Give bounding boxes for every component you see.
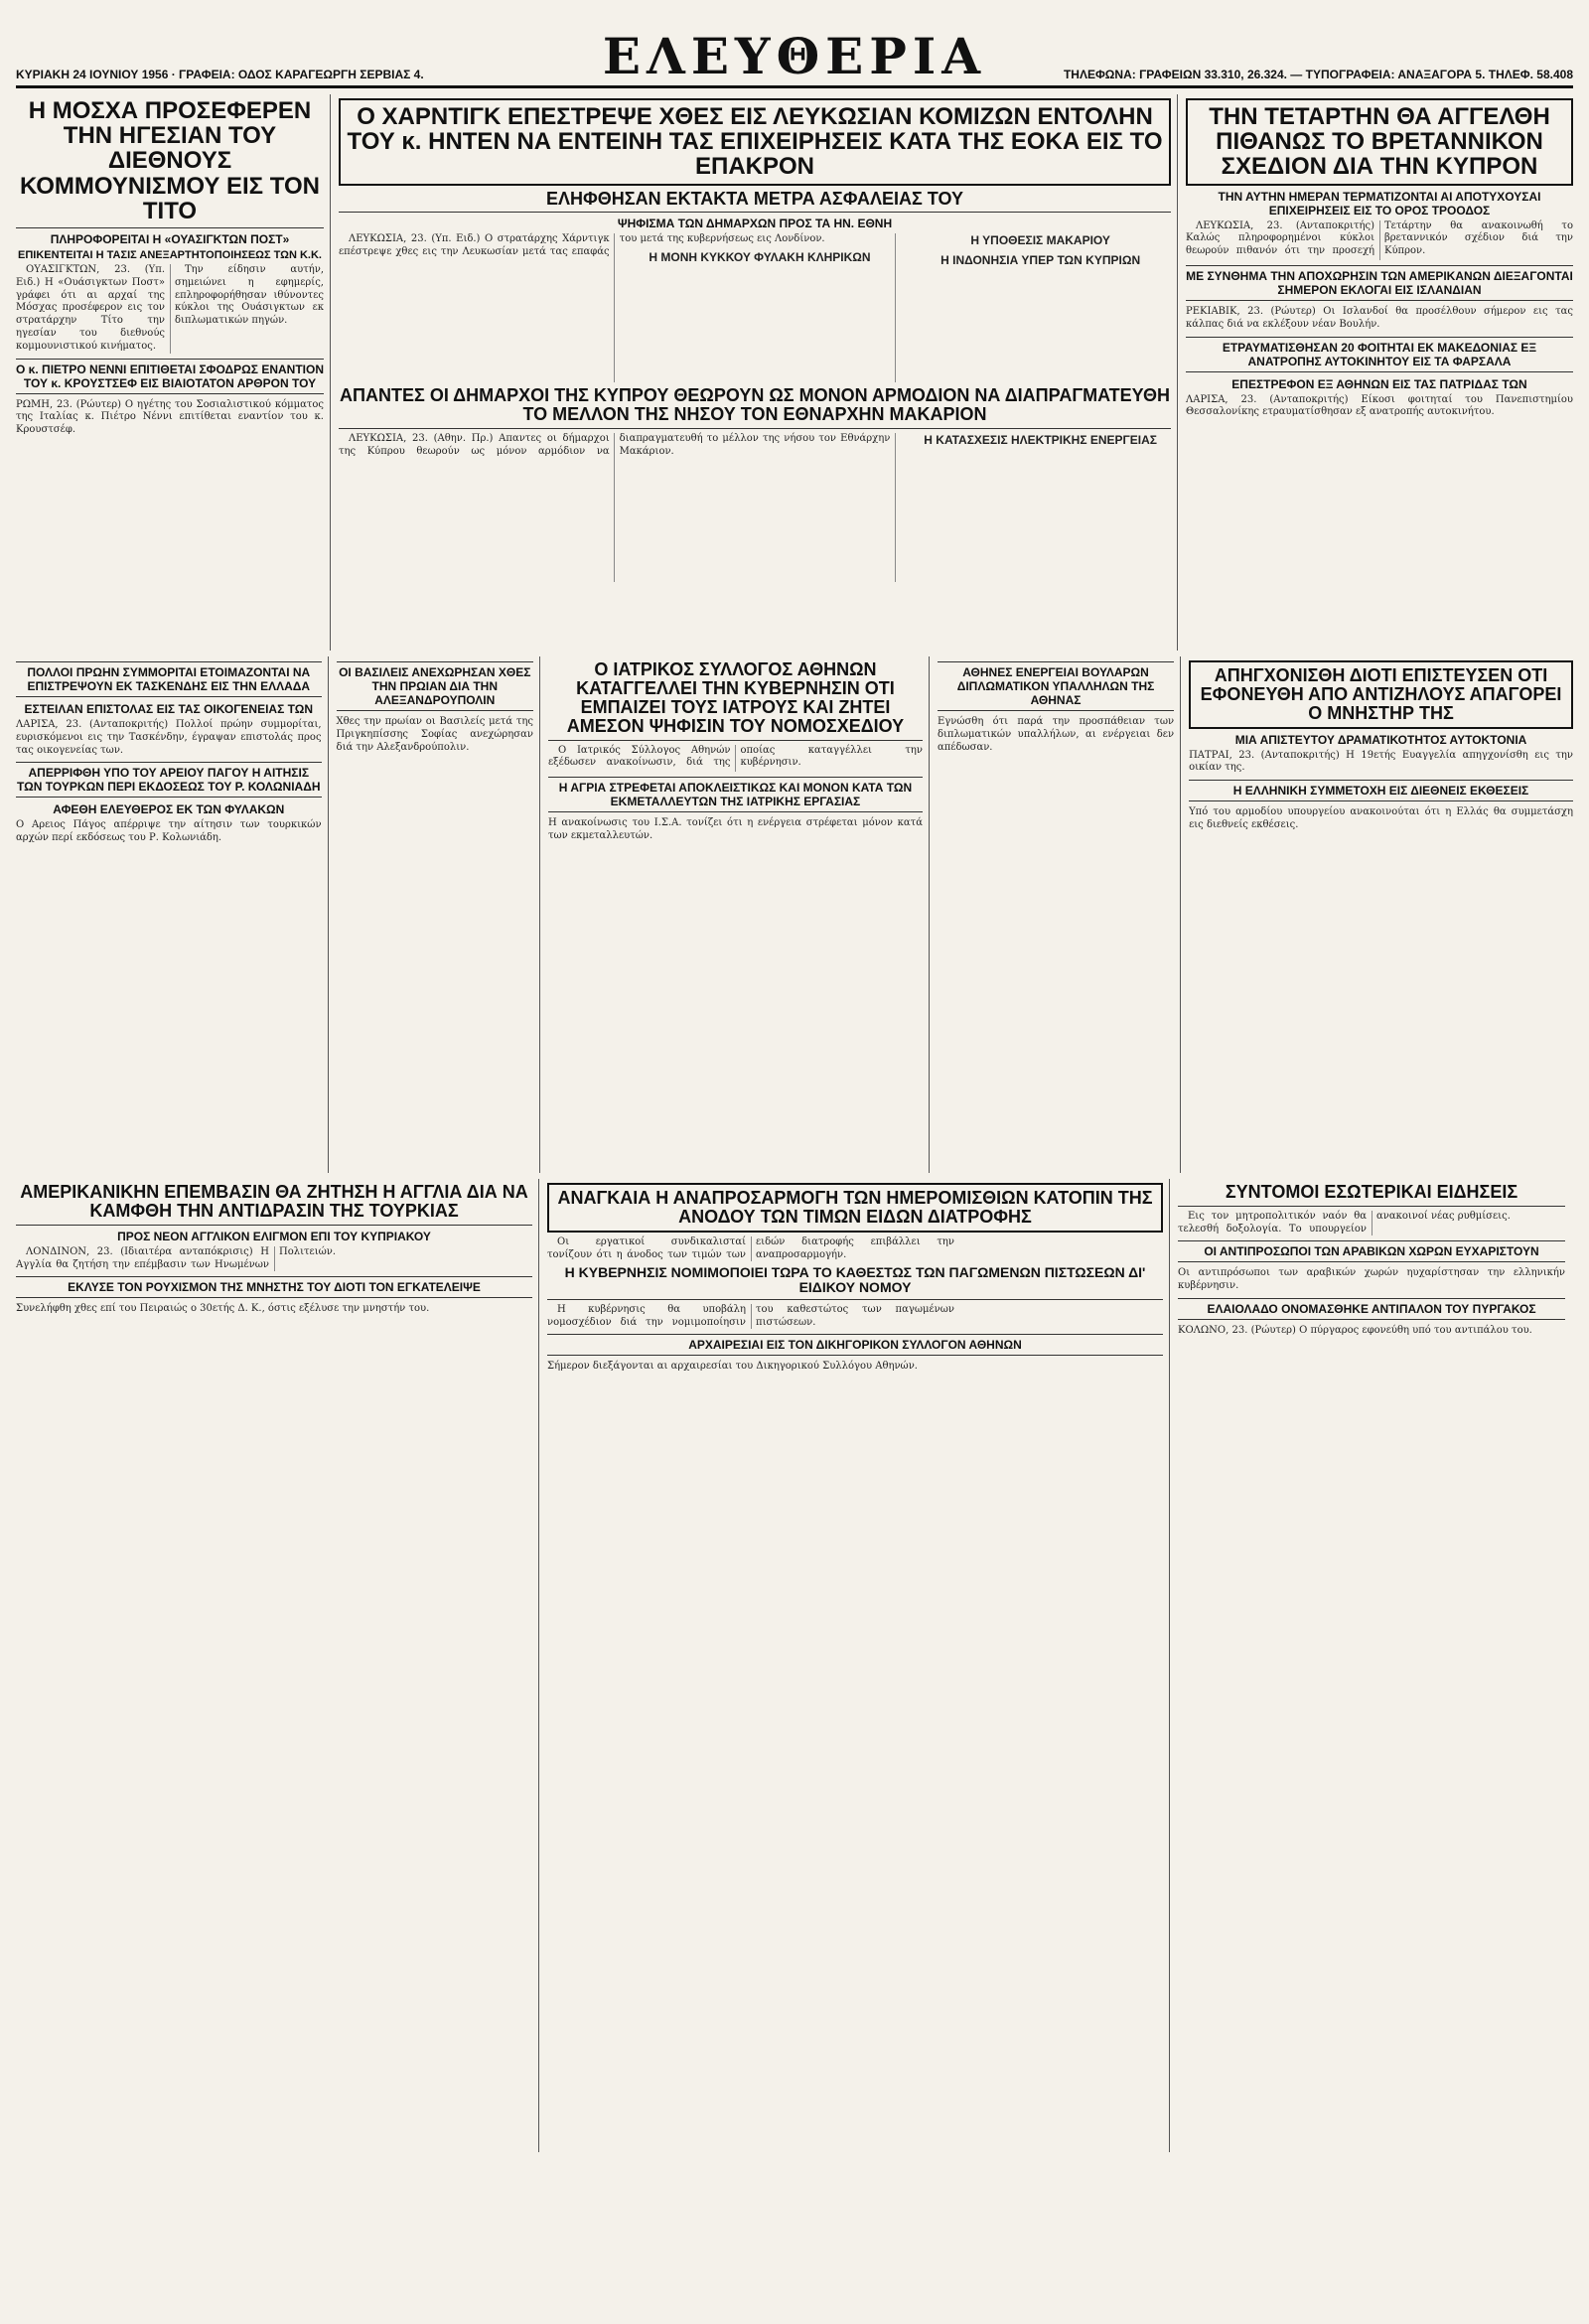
middle-left <box>16 656 329 1173</box>
top-left-article <box>16 94 331 651</box>
america-headline: ΑΜΕΡΙΚΑΝΙΚΗΝ ΕΠΕΜΒΑΣΙΝ ΘΑ ΖΗΤΗΣΗ Η ΑΓΓΛΙΑ ΔΙΑ ΝΑ ΚΑΜΦΘΗ ΤΗΝ ΑΝΤΙΔΡΑΣΙΝ ΤΗΣ ΤΟΥΡΚΙΑΣ <box>16 1183 532 1226</box>
top-left-headline: Η ΜΟΣΧΑ ΠΡΟΣΕΦΕΡΕΝ ΤΗΝ ΗΓΕΣΙΑΝ ΤΟΥ ΔΙΕΘΝΟΥΣ ΚΟΜΜΟΥΝΙΣΜΟΥ ΕΙΣ ΤΟΝ ΤΙΤΟ <box>16 98 324 228</box>
paragraph: ΛΟΝΔΙΝΟΝ, 23. (Ιδιαιτέρα ανταπόκρισις) Η Αγγλία θα ζητήση την επέμβασιν των Ηνωμένων Πολιτειών. <box>16 1245 337 1270</box>
top-right-subhead: ΤΗΝ ΑΥΤΗΝ ΗΜΕΡΑΝ ΤΕΡΜΑΤΙΖΟΝΤΑΙ ΑΙ ΑΠΟΤΥΧΟΥΣΑΙ ΕΠΙΧΕΙΡΗΣΕΙΣ ΕΙΣ ΤΟ ΟΡΟΣ ΤΡΟΟΔΟΣ <box>1218 189 1541 218</box>
masthead <box>16 12 1573 88</box>
daily-headline: ΑΝΑΓΚΑΙΑ Η ΑΝΑΠΡΟΣΑΡΜΟΓΗ ΤΩΝ ΗΜΕΡΟΜΙΣΘΙΩΝ ΚΑΤΟΠΙΝ ΤΗΣ ΑΝΟΔΟΥ ΤΩΝ ΤΙΜΩΝ ΕΙΔΩΝ ΔΙΑΤΡΟΦΗΣ <box>547 1183 1163 1233</box>
iceland-headline: ΜΕ ΣΥΝΘΗΜΑ ΤΗΝ ΑΠΟΧΩΡΗΣΙΝ ΤΩΝ ΑΜΕΡΙΚΑΝΩΝ ΔΙΕΞΑΓΟΝΤΑΙ ΣΗΜΕΡΟΝ ΕΚΛΟΓΑΙ ΕΙΣ ΙΣΛΑΝΔΙΑΝ <box>1186 265 1573 301</box>
dinner-headline: ΑΘΗΝΕΣ ΕΝΕΡΓΕΙΑΙ ΒΟΥΛΑΡΩΝ ΔΙΠΛΩΜΑΤΙΚΟΝ ΥΠΑΛΛΗΛΩΝ ΤΗΣ ΑΘΗΝΑΣ <box>938 661 1174 711</box>
top-left-source: ΠΛΗΡΟΦΟΡΕΙΤΑΙ Η «ΟΥΑΣΙΓΚΤΩΝ ΠΟΣΤ» <box>50 231 290 246</box>
bottom-center <box>547 1179 1170 2152</box>
makarios-subhead: Η ΥΠΟΘΕΣΙΣ ΜΑΚΑΡΙΟΥ <box>970 233 1110 248</box>
paragraph: Η κυβέρνησις θα υποβάλη νομοσχέδιον διά την νομιμοποίησιν του καθεστώτος των παγωμένων πιστώσεων. <box>547 1303 954 1328</box>
top-left-subhead: ΕΠΙΚΕΝΤΕΙΤΑΙ Η ΤΑΣΙΣ ΑΝΕΞΑΡΤΗΤΟΠΟΙΗΣΕΩΣ ΤΩΝ Κ.Κ. <box>18 248 322 261</box>
top-right-body <box>1186 220 1573 260</box>
paragraph: Εις τον μητροπολιτικόν ναόν θα τελεσθή δοξολογία. Το υπουργείον ανακοινοί νέας ρυθμίσεις. <box>1178 1210 1511 1235</box>
kykkos-subhead: Η ΜΟΝΗ ΚΥΚΚΟΥ ΦΥΛΑΚΗ ΚΛΗΡΙΚΩΝ <box>649 250 871 265</box>
doctors-exploit-headline: Η ΑΓΡΙΑ ΣΤΡΕΦΕΤΑΙ ΑΠΟΚΛΕΙΣΤΙΚΩΣ ΚΑΙ ΜΟΝΟΝ ΚΑΤΑ ΤΩΝ ΕΚΜΕΤΑΛΛΕΥΤΩΝ ΤΗΣ ΙΑΤΡΙΚΗΣ ΕΡΓΑΣΙΑΣ <box>548 777 923 812</box>
indonesia-subhead: Η ΙΝΔΟΝΗΣΙΑ ΥΠΕΡ ΤΩΝ ΚΥΠΡΙΩΝ <box>940 252 1141 267</box>
iceland-body: ΡΕΚΙΑΒΙΚ, 23. (Ρώυτερ) Οι Ισλανδοί θα προσέλθουν σήμερον εις τας κάλπας διά να εκλέξουν νέαν Βουλήν. <box>1186 305 1573 330</box>
pharsala-sub: ΕΠΕΣΤΡΕΦΟΝ ΕΞ ΑΘΗΝΩΝ ΕΙΣ ΤΑΣ ΠΑΤΡΙΔΑΣ ΤΩΝ <box>1231 376 1527 391</box>
paragraph: Οι εργατικοί συνδικαλισταί τονίζουν ότι η άνοδος των τιμών των ειδών διατροφής επιβάλλει την αναπροσαρμογήν. <box>547 1235 954 1260</box>
top-left-body <box>16 264 324 354</box>
mayors-body <box>339 433 1171 582</box>
suicide-sub: ΜΙΑ ΑΠΙΣΤΕΥΤΟΥ ΔΡΑΜΑΤΙΚΟΤΗΤΟΣ ΑΥΤΟΚΤΟΝΙΑ <box>1234 732 1527 747</box>
expo-headline: Η ΕΛΛΗΝΙΚΗ ΣΥΜΜΕΤΟΧΗ ΕΙΣ ΔΙΕΘΝΕΙΣ ΕΚΘΕΣΕΙΣ <box>1189 780 1573 801</box>
suicide-body: ΠΑΤΡΑΙ, 23. (Ανταποκριτής) Η 19ετής Ευαγγελία απηγχονίσθη εις την οικίαν της. <box>1189 749 1573 774</box>
bottom-left <box>16 1179 539 2152</box>
daily-body <box>547 1236 1163 1262</box>
top-center-subhead2: ΨΗΦΙΣΜΑ ΤΩΝ ΔΗΜΑΡΧΩΝ ΠΡΟΣ ΤΑ ΗΝ. ΕΘΝΗ <box>617 217 893 231</box>
top-center-article <box>339 94 1178 651</box>
nenni-body: ΡΩΜΗ, 23. (Ρώυτερ) Ο ηγέτης του Σοσιαλιστικού κόμματος της Ιταλίας κ. Πιέτρο Νέννι επιτίθεται εναντίον του κ. Κρουστσέφ. <box>16 398 324 436</box>
middle-king <box>337 656 540 1173</box>
paragraph: ΟΥΑΣΙΓΚΤΩΝ, 23. (Υπ. Ειδ.) Η «Ουάσιγκτων Ποστ» γράφει ότι αι αρχαί της Μόσχας προσέφερον εις τον στρατάρχην Τίτο την ηγεσίαν του διεθνούς κομμουνιστικού κινήματος. <box>16 263 165 352</box>
paragraph: Την είδησιν αυτήν, σημειώνει η εφημερίς, επληροφορήθησαν ιθύνοντες κύκλοι της Ουάσιγκτων εκ διπλωματικών πηγών. <box>175 263 324 327</box>
mayors-box: Η ΚΑΤΑΣΧΕΣΙΣ ΗΛΕΚΤΡΙΚΗΣ ΕΝΕΡΓΕΙΑΣ <box>924 433 1157 448</box>
small-right-headline: ΟΙ ΑΝΤΙΠΡΟΣΩΠΟΙ ΤΩΝ ΑΡΑΒΙΚΩΝ ΧΩΡΩΝ ΕΥΧΑΡΙΣΤΟΥΝ <box>1178 1240 1565 1262</box>
small-left-headline: ΕΚΛΥΣΕ ΤΟΝ ΡΟΥΧΙΣΜΟΝ ΤΗΣ ΜΝΗΣΤΗΣ ΤΟΥ ΔΙΟΤΙ ΤΟΝ ΕΓΚΑΤΕΛΕΙΨΕ <box>16 1276 532 1298</box>
masthead-phones: ΤΗΛΕΦΩΝΑ: ΓΡΑΦΕΙΩΝ 33.310, 26.324. — ΤΥΠΟΓΡΑΦΕΙΑ: ΑΝΑΞΑΓΟΡΑ 5. ΤΗΛΕΦ. 58.408 <box>1063 68 1573 81</box>
brief-headline: ΣΥΝΤΟΜΟΙ ΕΣΩΤΕΡΙΚΑΙ ΕΙΔΗΣΕΙΣ <box>1178 1183 1565 1207</box>
doctors-headline: Ο ΙΑΤΡΙΚΟΣ ΣΥΛΛΟΓΟΣ ΑΘΗΝΩΝ ΚΑΤΑΓΓΕΛΛΕΙ ΤΗΝ ΚΥΒΕΡΝΗΣΙΝ ΟΤΙ ΕΜΠΑΙΖΕΙ ΤΟΥΣ ΙΑΤΡΟΥΣ ΚΑΙ ΖΗΤΕΙ ΑΜΕΣΟΝ ΨΗΦΙΣΙΝ ΤΟΥ ΝΟΜΟΣΧΕΔΙΟΥ <box>548 660 923 741</box>
top-center-headline: Ο ΧΑΡΝΤΙΓΚ ΕΠΕΣΤΡΕΨΕ ΧΘΕΣ ΕΙΣ ΛΕΥΚΩΣΙΑΝ ΚΟΜΙΖΩΝ ΕΝΤΟΛΗΝ ΤΟΥ κ. ΗΝΤΕΝ ΝΑ ΕΝΤΕΙΝΗ ΤΑΣ ΕΠΙΧΕΙΡΗΣΕΙΣ ΚΑΤΑ ΤΗΣ ΕΟΚΑ ΕΙΣ ΤΟ ΕΠΑΚΡΟΝ <box>339 98 1171 186</box>
tashkent-sub: ΕΣΤΕΙΛΑΝ ΕΠΙΣΤΟΛΑΣ ΕΙΣ ΤΑΣ ΟΙΚΟΓΕΝΕΙΑΣ ΤΩΝ <box>24 702 314 716</box>
newspaper-title: ΕΛΕΥΘΕΡΙΑ <box>602 27 987 85</box>
middle-row <box>16 656 1573 1173</box>
doctors-exploit-body: Η ανακοίνωσις του Ι.Σ.Α. τονίζει ότι η ενέργεια στρέφεται μόνον κατά των εκμεταλλευτών. <box>547 817 923 841</box>
masthead-date-address: ΚΥΡΙΑΚΗ 24 ΙΟΥΝΙΟΥ 1956 · ΓΡΑΦΕΙΑ: ΟΔΟΣ ΚΑΡΑΓΕΩΡΓΗ ΣΕΡΒΙΑΣ 4. <box>16 68 424 81</box>
newspaper-page <box>16 12 1573 2296</box>
tobacco-headline: ΕΛΑΙΟΛΑΔΟ ΟΝΟΜΑΣΘΗΚΕ ΑΝΤΙΠΑΛΟΝ ΤΟΥ ΠΥΡΓΑΚΟΣ <box>1178 1298 1565 1320</box>
top-right-article <box>1186 94 1573 651</box>
suicide-headline: ΑΠΗΓΧΟΝΙΣΘΗ ΔΙΟΤΙ ΕΠΙΣΤΕΥΣΕΝ ΟΤΙ ΕΦΟΝΕΥΘΗ ΑΠΟ ΑΝΤΙΖΗΛΟΥΣ ΑΠΑΓΟΡΕΙ Ο ΜΝΗΣΤΗΡ ΤΗΣ <box>1189 660 1573 729</box>
paragraph: ΛΕΥΚΩΣΙΑ, 23. (Υπ. Ειδ.) Ο στρατάρχης Χάρντιγκ επέστρεψε χθες εις την Λευκωσίαν μετά τας επαφάς του μετά της κυβερνήσεως εις Λονδίνον. <box>339 233 825 258</box>
tobacco-body: ΚΟΛΩΝΟ, 23. (Ρώυτερ) Ο πύργαρος εφονεύθη υπό του αντιπάλου του. <box>1178 1325 1532 1337</box>
pharsala-body: ΛΑΡΙΣΑ, 23. (Ανταποκριτής) Είκοσι φοιτηταί του Πανεπιστημίου Θεσσαλονίκης ετραυματίσθησαν εξ ανατροπής αυτοκινήτου. <box>1186 393 1573 418</box>
paragraph: Ο Ιατρικός Σύλλογος Αθηνών εξέδωσεν ανακοίνωσιν, διά της οποίας καταγγέλλει την κυβέρνησιν. <box>547 744 923 769</box>
dinner-body: Εγνώσθη ότι παρά την προσπάθειαν των διπλωματικών υπαλλήλων, αι ενέργειαι δεν απέδωσαν. <box>937 716 1175 753</box>
middle-dinner <box>938 656 1181 1173</box>
tashkent-body: ΛΑΡΙΣΑ, 23. (Ανταποκριτής) Πολλοί πρώην συμμορίται, ευρισκόμενοι εις την Τασκένδην, έγραψαν επιστολάς προς τας οικογενείας των. <box>16 719 322 756</box>
middle-doctors <box>548 656 930 1173</box>
small-right-body: Οι αντιπρόσωποι των αραβικών χωρών ηυχαρίστησαν την ελληνικήν κυβέρνησιν. <box>1178 1267 1565 1292</box>
archives-body: Σήμερον διεξάγονται αι αρχαιρεσίαι του Δικηγορικού Συλλόγου Αθηνών. <box>547 1361 918 1373</box>
brief-body <box>1178 1211 1565 1236</box>
tashkent-headline: ΠΟΛΛΟΙ ΠΡΩΗΝ ΣΥΜΜΟΡΙΤΑΙ ΕΤΟΙΜΑΖΟΝΤΑΙ ΝΑ ΕΠΙΣΤΡΕΨΟΥΝ ΕΚ ΤΑΣΚΕΝΔΗΣ ΕΙΣ ΤΗΝ ΕΛΛΑΔΑ <box>16 661 322 697</box>
america-body <box>16 1246 532 1272</box>
top-row <box>16 94 1573 651</box>
king-headline: ΟΙ ΒΑΣΙΛΕΙΣ ΑΝΕΧΩΡΗΣΑΝ ΧΘΕΣ ΤΗΝ ΠΡΩΙΑΝ ΔΙΑ ΤΗΝ ΑΛΕΞΑΝΔΡΟΥΠΟΛΙΝ <box>337 661 533 711</box>
top-center-subhead: ΕΛΗΦΘΗΣΑΝ ΕΚΤΑΚΤΑ ΜΕΤΡΑ ΑΣΦΑΛΕΙΑΣ ΤΟΥ <box>339 190 1171 214</box>
top-right-headline: ΤΗΝ ΤΕΤΑΡΤΗΝ ΘΑ ΑΓΓΕΛΘΗ ΠΙΘΑΝΩΣ ΤΟ ΒΡΕΤΑΝΝΙΚΟΝ ΣΧΕΔΙΟΝ ΔΙΑ ΤΗΝ ΚΥΠΡΟΝ <box>1186 98 1573 186</box>
mayors-headline: ΑΠΑΝΤΕΣ ΟΙ ΔΗΜΑΡΧΟΙ ΤΗΣ ΚΥΠΡΟΥ ΘΕΩΡΟΥΝ ΩΣ ΜΟΝΟΝ ΑΡΜΟΔΙΟΝ ΝΑ ΔΙΑΠΡΑΓΜΑΤΕΥΘΗ ΤΟ ΜΕΛΛΟΝ ΤΗΣ ΝΗΣΟΥ ΤΟΝ ΕΘΝΑΡΧΗΝ ΜΑΚΑΡΙΟΝ <box>339 386 1171 429</box>
archives-headline: ΑΡΧΑΙΡΕΣΙΑΙ ΕΙΣ ΤΟΝ ΔΙΚΗΓΟΡΙΚΟΝ ΣΥΛΛΟΓΟΝ ΑΘΗΝΩΝ <box>547 1334 1163 1356</box>
pharsala-headline: ΕΤΡΑΥΜΑΤΙΣΘΗΣΑΝ 20 ΦΟΙΤΗΤΑΙ ΕΚ ΜΑΚΕΔΟΝΙΑΣ ΕΞ ΑΝΑΤΡΟΠΗΣ ΑΥΤΟΚΙΝΗΤΟΥ ΕΙΣ ΤΑ ΦΑΡΣΑΛΑ <box>1186 337 1573 372</box>
nenni-headline: Ο κ. ΠΙΕΤΡΟ ΝΕΝΝΙ ΕΠΙΤΙΘΕΤΑΙ ΣΦΟΔΡΩΣ ΕΝΑΝΤΙΟΝ ΤΟΥ κ. ΚΡΟΥΣΤΣΕΦ ΕΙΣ ΒΙΑΙΟΤΑΤΟΝ ΑΡΘΡΟΝ ΤΟΥ <box>16 359 324 394</box>
areios-sub: ΑΦΕΘΗ ΕΛΕΥΘΕΡΟΣ ΕΚ ΤΩΝ ΦΥΛΑΚΩΝ <box>53 802 285 817</box>
areios-body: Ο Αρειος Πάγος απέρριψε την αίτησιν των τουρκικών αρχών περί εκδόσεως του Ρ. Κολωνιάδη. <box>16 819 322 844</box>
bottom-right <box>1178 1179 1565 2152</box>
top-center-body <box>339 233 1171 382</box>
america-sub: ΠΡΟΣ ΝΕΟΝ ΑΓΓΛΙΚΟΝ ΕΛΙΓΜΟΝ ΕΠΙ ΤΟΥ ΚΥΠΡΙΑΚΟΥ <box>117 1229 431 1243</box>
frozen-headline: Η ΚΥΒΕΡΝΗΣΙΣ ΝΟΜΙΜΟΠΟΙΕΙ ΤΩΡΑ ΤΟ ΚΑΘΕΣΤΩΣ ΤΩΝ ΠΑΓΩΜΕΝΩΝ ΠΙΣΤΩΣΕΩΝ ΔΙ' ΕΙΔΙΚΟΥ ΝΟΜΟΥ <box>547 1265 1163 1299</box>
paragraph: ΛΕΥΚΩΣΙΑ, 23. (Αθην. Πρ.) Απαντες οι δήμαρχοι της Κύπρου θεωρούν ως μόνον αρμόδιον να διαπραγματευθή το μέλλον της νήσου τον Εθνάρχην Μακάριον. <box>339 433 891 458</box>
bottom-row <box>16 1179 1573 2152</box>
frozen-body <box>547 1304 1163 1330</box>
middle-right <box>1189 656 1573 1173</box>
doctors-body <box>548 745 923 773</box>
areios-headline: ΑΠΕΡΡΙΦΘΗ ΥΠΟ ΤΟΥ ΑΡΕΙΟΥ ΠΑΓΟΥ Η ΑΙΤΗΣΙΣ ΤΩΝ ΤΟΥΡΚΩΝ ΠΕΡΙ ΕΚΔΟΣΕΩΣ ΤΟΥ Ρ. ΚΟΛΩΝΙΑΔΗ <box>16 762 322 798</box>
expo-body: Υπό του αρμοδίου υπουργείου ανακοινούται ότι η Ελλάς θα συμμετάσχη εις διεθνείς εκθέσεις. <box>1189 806 1573 831</box>
king-body: Χθες την πρωίαν οι Βασιλείς μετά της Πριγκηπίσσης Σοφίας ανεχώρησαν διά την Αλεξανδρούπολιν. <box>336 716 533 753</box>
small-left-body: Συνελήφθη χθες επί του Πειραιώς ο 30ετής Δ. Κ., όστις εξέλυσε την μνηστήν του. <box>16 1303 430 1315</box>
paragraph: ΛΕΥΚΩΣΙΑ, 23. (Ανταποκριτής) Καλώς πληροφορημένοι κύκλοι θεωρούν πιθανόν ότι την προσεχή Τετάρτην θα ανακοινωθή το βρεταννικόν σχέδιον διά την Κύπρον. <box>1186 219 1573 257</box>
